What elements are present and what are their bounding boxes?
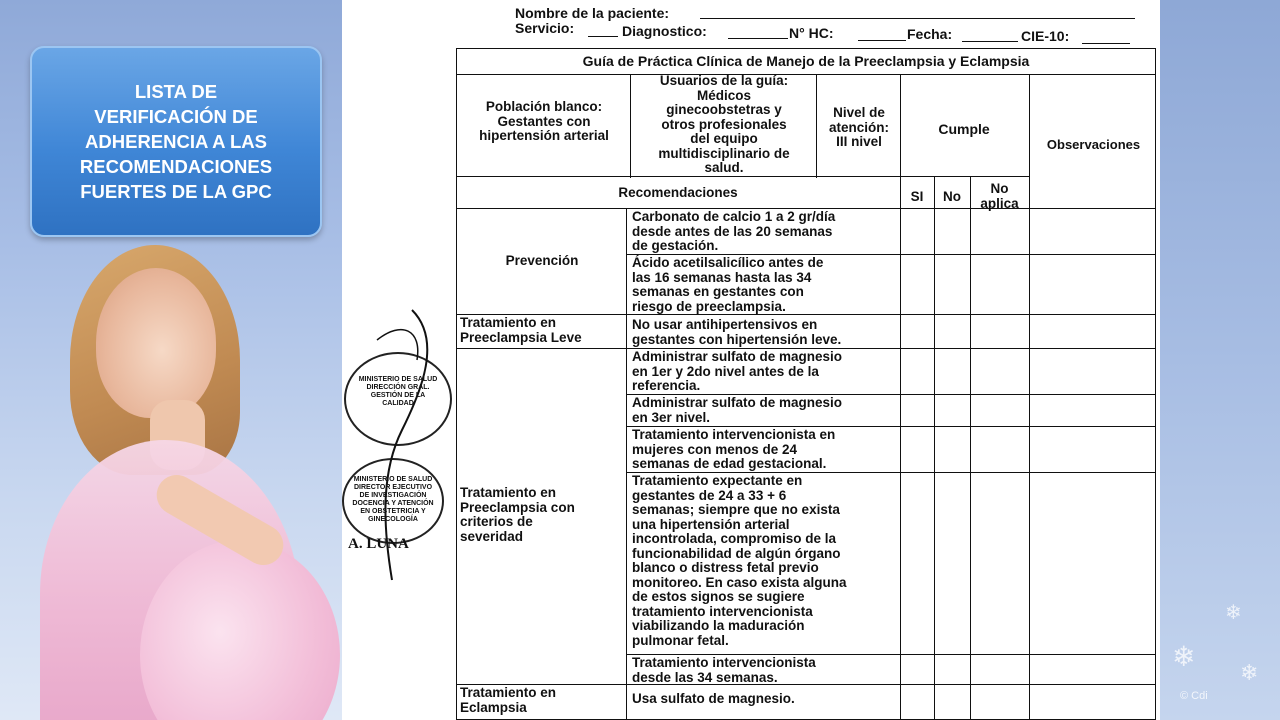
- date-label: Fecha:: [907, 26, 953, 42]
- scanned-document: [342, 0, 1160, 720]
- recommendation-text: Ácido acetilsalicílico antes de las 16 semanas hasta las 34 semanas en gestantes con riesgo de preeclampsia.: [632, 255, 824, 314]
- col-divider: [900, 176, 901, 720]
- right-background: [1160, 0, 1280, 720]
- recommendation-text: Tratamiento intervencionista desde las 34 semanas.: [632, 655, 816, 685]
- si-header: SI: [910, 189, 924, 204]
- observaciones-header: Observaciones: [1046, 137, 1141, 152]
- pregnant-woman-illustration: [0, 240, 340, 720]
- col-divider: [970, 176, 971, 720]
- col-divider: [816, 74, 817, 178]
- snowflake-icon: ❄: [1172, 641, 1196, 672]
- patient-name-line: [700, 18, 1135, 19]
- recommendation-text: Tratamiento intervencionista en mujeres con menos de 24 semanas de edad gestacional.: [632, 427, 836, 471]
- row-divider: [456, 314, 1156, 315]
- service-line: [588, 36, 618, 37]
- recommendation-text: No usar antihipertensivos en gestantes con hipertensión leve.: [632, 317, 842, 347]
- stamp-text: MINISTERIO DE SALUD DIRECTOR EJECUTIVO DE INVESTIGACIÓN DOCENCIA Y ATENCIÓN EN OBSTETRICIA Y GINECOLOGÍA: [352, 476, 434, 523]
- population-cell: Población blanco: Gestantes con hipertensión arterial: [479, 99, 609, 143]
- recomendaciones-header: Recomendaciones: [618, 185, 738, 200]
- row-divider: [456, 176, 1029, 177]
- no-aplica-header: No aplica: [980, 181, 1019, 211]
- recommendation-text: Tratamiento expectante en gestantes de 24 a 33 + 6 semanas; siempre que no exista una hipertensión arterial incontrolada, compromiso de la funcionabilidad de algún órgano blanco o distress fetal previo monitoreo. En caso exista alguna de estos signos se sugiere tratamiento intervencionista viabilizando la maduración pulmonar fetal.: [632, 473, 847, 648]
- level-cell: Nivel de atención: III nivel: [828, 105, 889, 149]
- checklist-table: [456, 48, 1156, 720]
- no-header: No: [943, 189, 961, 204]
- watermark: © Cdi: [1180, 690, 1208, 702]
- snowflake-icon: ❄: [1225, 602, 1242, 624]
- col-divider: [1029, 74, 1030, 720]
- recommendation-text: Usa sulfato de magnesio.: [632, 691, 795, 706]
- diagnosis-line: [728, 38, 788, 39]
- table-title: Guía de Práctica Clínica de Manejo de la Preeclampsia y Eclampsia: [582, 53, 1030, 69]
- section-label: Tratamiento en Preeclampsia Leve: [460, 315, 582, 345]
- diagnosis-label: Diagnostico:: [622, 23, 707, 39]
- slide-title: LISTA DE VERIFICACIÓN DE ADHERENCIA A LAS RECOMENDACIONES FUERTES DE LA GPC: [79, 81, 273, 202]
- date-line: [962, 41, 1018, 42]
- users-cell: Usuarios de la guía: Médicos ginecoobstetras y otros profesionales del equipo multidisciplinario de salud.: [658, 73, 790, 175]
- col-divider: [626, 208, 627, 720]
- col-divider: [630, 74, 631, 178]
- service-label: Servicio:: [515, 20, 575, 36]
- hc-line: [858, 40, 906, 41]
- stamp-text: MINISTERIO DE SALUD DIRECCIÓN GRAL. GESTIÓN DE LA CALIDAD: [358, 376, 438, 407]
- section-label: Tratamiento en Preeclampsia con criterios de severidad: [460, 485, 575, 544]
- snowflake-icon: ❄: [1240, 660, 1259, 685]
- cie-line: [1082, 43, 1130, 44]
- col-divider: [934, 176, 935, 720]
- patient-name-label: Nombre de la paciente:: [515, 5, 670, 21]
- section-label: Prevención: [505, 253, 579, 268]
- section-label: Tratamiento en Eclampsia: [460, 685, 557, 715]
- signature-name: A. LUNA: [348, 536, 409, 552]
- slide-title-box: [30, 46, 322, 237]
- recommendation-text: Administrar sulfato de magnesio en 1er y 2do nivel antes de la referencia.: [632, 349, 843, 393]
- cie-label: CIE-10:: [1021, 28, 1070, 44]
- hc-label: N° HC:: [789, 25, 834, 41]
- cumple-header: Cumple: [938, 121, 990, 137]
- recommendation-text: Carbonato de calcio 1 a 2 gr/día desde antes de las 20 semanas de gestación.: [632, 209, 836, 253]
- recommendation-text: Administrar sulfato de magnesio en 3er nivel.: [632, 395, 843, 425]
